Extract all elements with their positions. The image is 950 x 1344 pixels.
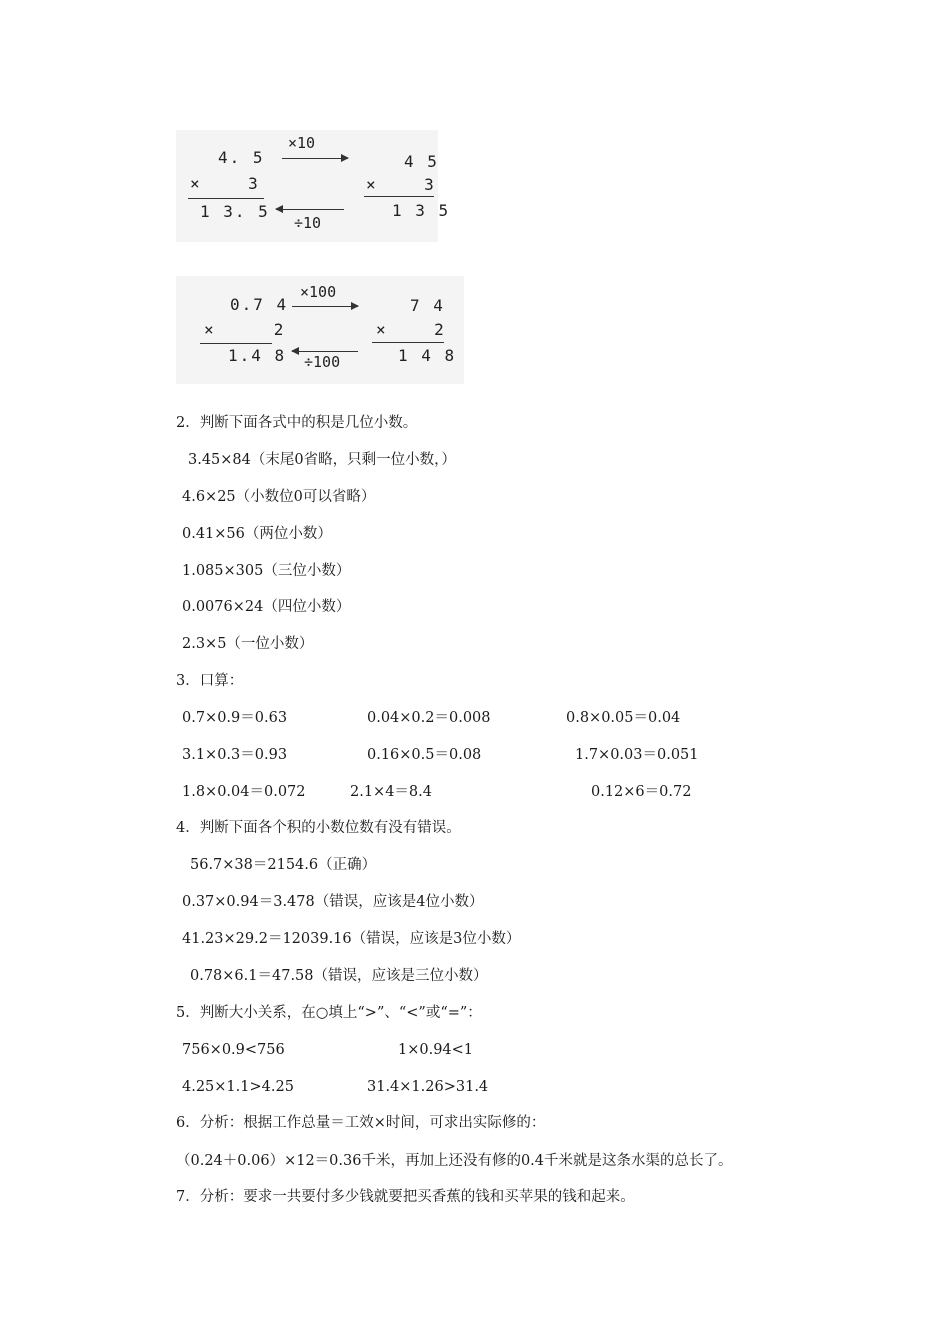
fig1-left-top: 4. 5 xyxy=(218,148,265,167)
fig1-backward-label: ÷10 xyxy=(294,214,322,232)
oral-item: 1.7×0.03＝0.051 xyxy=(575,747,699,763)
q6-heading: 6．分析：根据工作总量＝工效×时间，可求出实际修的： xyxy=(176,1115,546,1131)
fig2-left-rule xyxy=(200,343,272,344)
q4-item: 0.78×6.1＝47.58（错误，应该是三位小数） xyxy=(190,968,488,984)
fig1-right-rule xyxy=(364,196,434,197)
q4-heading: 4．判断下面各个积的小数位数有没有错误。 xyxy=(176,820,461,836)
compare-item: 4.25×1.1>4.25 xyxy=(182,1079,294,1095)
fig2-forward-arrow xyxy=(292,306,358,307)
compare-item: 756×0.9<756 xyxy=(182,1042,285,1058)
oral-item: 0.04×0.2＝0.008 xyxy=(367,710,491,726)
fig1-forward-arrow xyxy=(282,158,348,159)
q2-item: 4.6×25（小数位0可以省略） xyxy=(182,489,376,505)
fig2-backward-arrow xyxy=(292,351,358,352)
fig1-left-result: 1 3. 5 xyxy=(200,202,270,221)
q4-item: 41.23×29.2＝12039.16（错误，应该是3位小数） xyxy=(182,931,521,947)
q2-item: 0.0076×24（四位小数） xyxy=(182,599,351,615)
fig2-right-mul: × 2 xyxy=(376,320,446,339)
fig1-left-mul: × 3 xyxy=(190,174,260,193)
fig1-backward-arrow xyxy=(276,209,344,210)
oral-item: 2.1×4＝8.4 xyxy=(350,784,432,800)
q4-item: 56.7×38＝2154.6（正确） xyxy=(190,857,377,873)
multiplication-figure-2 xyxy=(176,276,464,384)
fig2-left-result: 1.4 8 xyxy=(228,346,287,365)
fig1-right-top: 4 5 xyxy=(404,152,439,171)
fig1-right-result: 1 3 5 xyxy=(392,201,451,220)
q3-heading: 3．口算： xyxy=(176,673,244,689)
fig2-right-top: 7 4 xyxy=(410,296,445,315)
q2-item: 0.41×56（两位小数） xyxy=(182,526,332,542)
q7-heading: 7．分析：要求一共要付多少钱就要把买香蕉的钱和买苹果的钱和起来。 xyxy=(176,1189,635,1205)
fig2-forward-label: ×100 xyxy=(300,283,337,301)
fig1-right-mul: × 3 xyxy=(366,175,436,194)
oral-item: 0.16×0.5＝0.08 xyxy=(367,747,482,763)
fig2-left-mul: × 2 xyxy=(204,320,286,339)
fig2-right-rule xyxy=(372,342,444,343)
q5-heading: 5．判断大小关系，在○填上“>”、“<”或“=”： xyxy=(176,1005,482,1021)
compare-item: 1×0.94<1 xyxy=(398,1042,474,1058)
fig1-left-rule xyxy=(188,198,264,199)
q4-item: 0.37×0.94＝3.478（错误，应该是4位小数） xyxy=(182,894,484,910)
fig2-left-top: 0.7 4 xyxy=(230,295,289,314)
q2-item: 2.3×5（一位小数） xyxy=(182,636,314,652)
oral-item: 0.7×0.9＝0.63 xyxy=(182,710,288,726)
fig1-forward-label: ×10 xyxy=(288,134,316,152)
compare-item: 31.4×1.26>31.4 xyxy=(367,1079,489,1095)
q2-heading: 2．判断下面各式中的积是几位小数。 xyxy=(176,415,418,431)
oral-item: 3.1×0.3＝0.93 xyxy=(182,747,288,763)
fig2-backward-label: ÷100 xyxy=(304,353,341,371)
q2-item: 1.085×305（三位小数） xyxy=(182,563,351,579)
oral-item: 0.8×0.05＝0.04 xyxy=(566,710,681,726)
q2-item: 3.45×84（末尾0省略，只剩一位小数，） xyxy=(188,452,456,468)
oral-item: 0.12×6＝0.72 xyxy=(591,784,692,800)
q6-detail: （0.24＋0.06）×12＝0.36千米，再加上还没有修的0.4千米就是这条水渠的总长了。 xyxy=(176,1153,733,1169)
oral-item: 1.8×0.04＝0.072 xyxy=(182,784,306,800)
fig2-right-result: 1 4 8 xyxy=(398,346,457,365)
multiplication-figure-1 xyxy=(176,130,451,242)
